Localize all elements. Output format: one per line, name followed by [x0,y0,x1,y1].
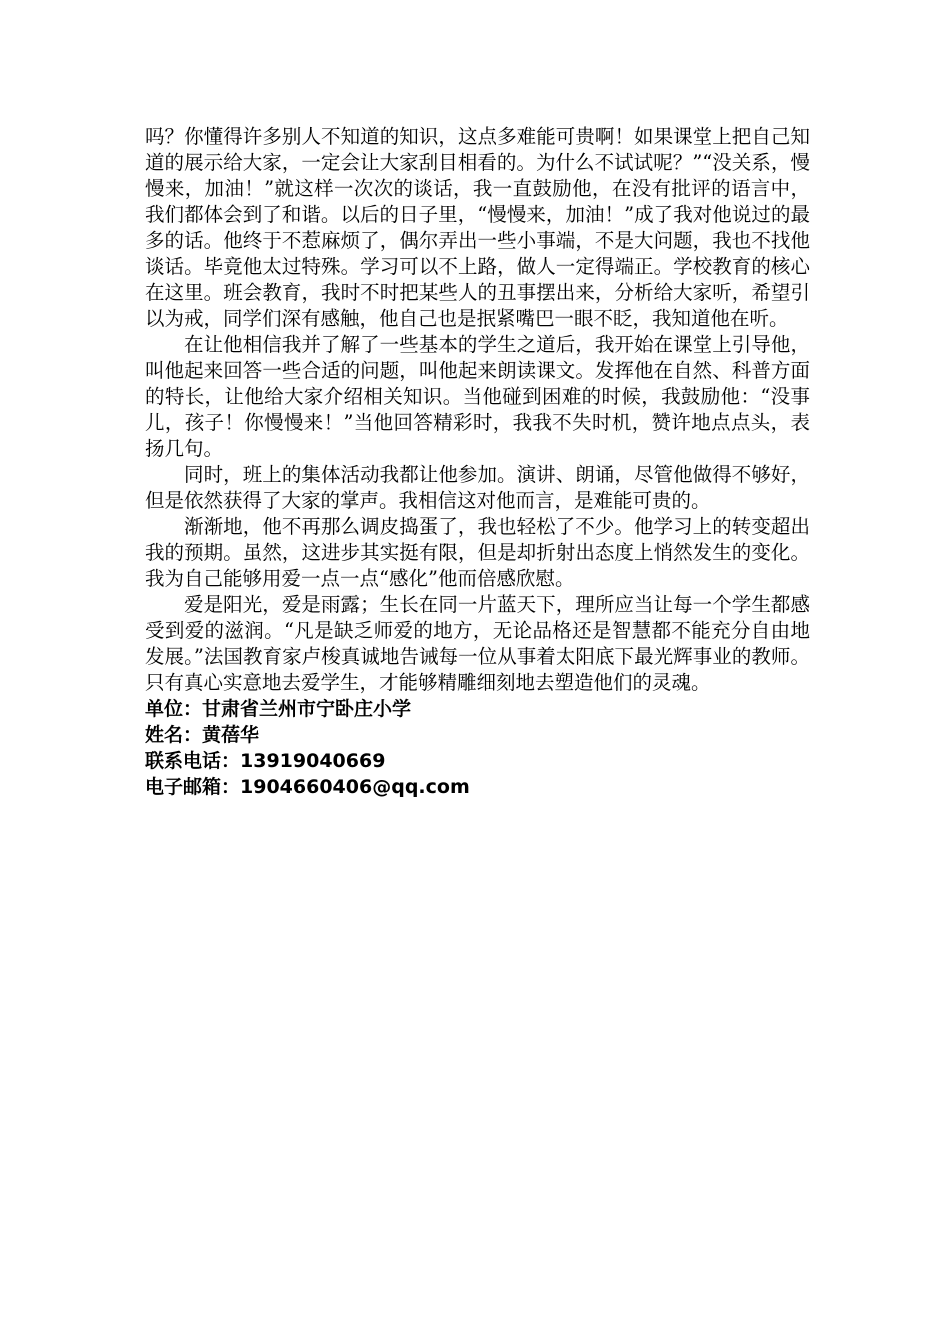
author-name-line [145,722,810,748]
paragraph-3: 同时，班上的集体活动我都让他参加。演讲、朗诵，尽管他做得不够好，但是依然获得了大家的掌声。我相信这对他而言，是难能可贵的。 [145,463,810,512]
paragraph-2: 在让他相信我并了解了一些基本的学生之道后，我开始在课堂上引导他，叫他起来回答一些合适的问题，叫他起来朗读课文。发挥他在自然、科普方面的特长，让他给大家介绍相关知识。当他碰到困难的时候，我鼓励他：“没事儿，孩子！你慢慢来！”当他回答精彩时，我我不失时机，赞许地点点头，表扬几句。 [145,333,810,460]
paragraph-1: 吗？你懂得许多别人不知道的知识，这点多难能可贵啊！如果课堂上把自己知道的展示给大家，一定会让大家刮目相看的。为什么不试试呢？”“没关系，慢慢来，加油！”就这样一次次的谈话，我一直鼓励他，在没有批评的语言中，我们都体会到了和谐。以后的日子里，“慢慢来，加油！”成了我对他说过的最多的话。他终于不惹麻烦了，偶尔弄出一些小事端，不是大问题，我也不找他谈话。毕竟他太过特殊。学习可以不上路，做人一定得端正。学校教育的核心在这里。班会教育，我时不时把某些人的丑事摆出来，分析给大家听，希望引以为戒，同学们深有感触，他自己也是抿紧嘴巴一眼不眨，我知道他在听。 [145,125,810,330]
author-email-value: 1904660406@qq.com [240,776,470,798]
paragraph-5: 爱是阳光，爱是雨露；生长在同一片蓝天下，理所应当让每一个学生都感受到爱的滋润。“凡是缺乏师爱的地方，无论品格还是智慧都不能充分自由地发展。”法国教育家卢梭真诚地告诫每一位从事着太阳底下最光辉事业的教师。只有真心实意地去爱学生，才能够精雕细刻地去塑造他们的灵魂。 [145,593,810,694]
paragraph-4: 渐渐地，他不再那么调皮捣蛋了，我也轻松了不少。他学习上的转变超出我的预期。虽然，这进步其实挺有限，但是却折射出态度上悄然发生的变化。我为自己能够用爱一点一点“感化”他而倍感欣慰。 [145,515,810,590]
author-unit-line [145,696,810,722]
author-email-label: 电子邮箱： [145,776,241,798]
author-info [145,696,810,800]
author-unit-label: 单位： [145,698,203,720]
author-name-label: 姓名： [145,724,203,746]
document-page [145,124,810,800]
author-name-value: 黄蓓华 [202,724,260,746]
author-phone-label: 联系电话： [145,750,241,772]
author-phone-value: 13919040669 [240,750,386,772]
author-email-line [145,774,810,800]
author-phone-line [145,748,810,774]
author-unit-value: 甘肃省兰州市宁卧庄小学 [202,698,412,720]
